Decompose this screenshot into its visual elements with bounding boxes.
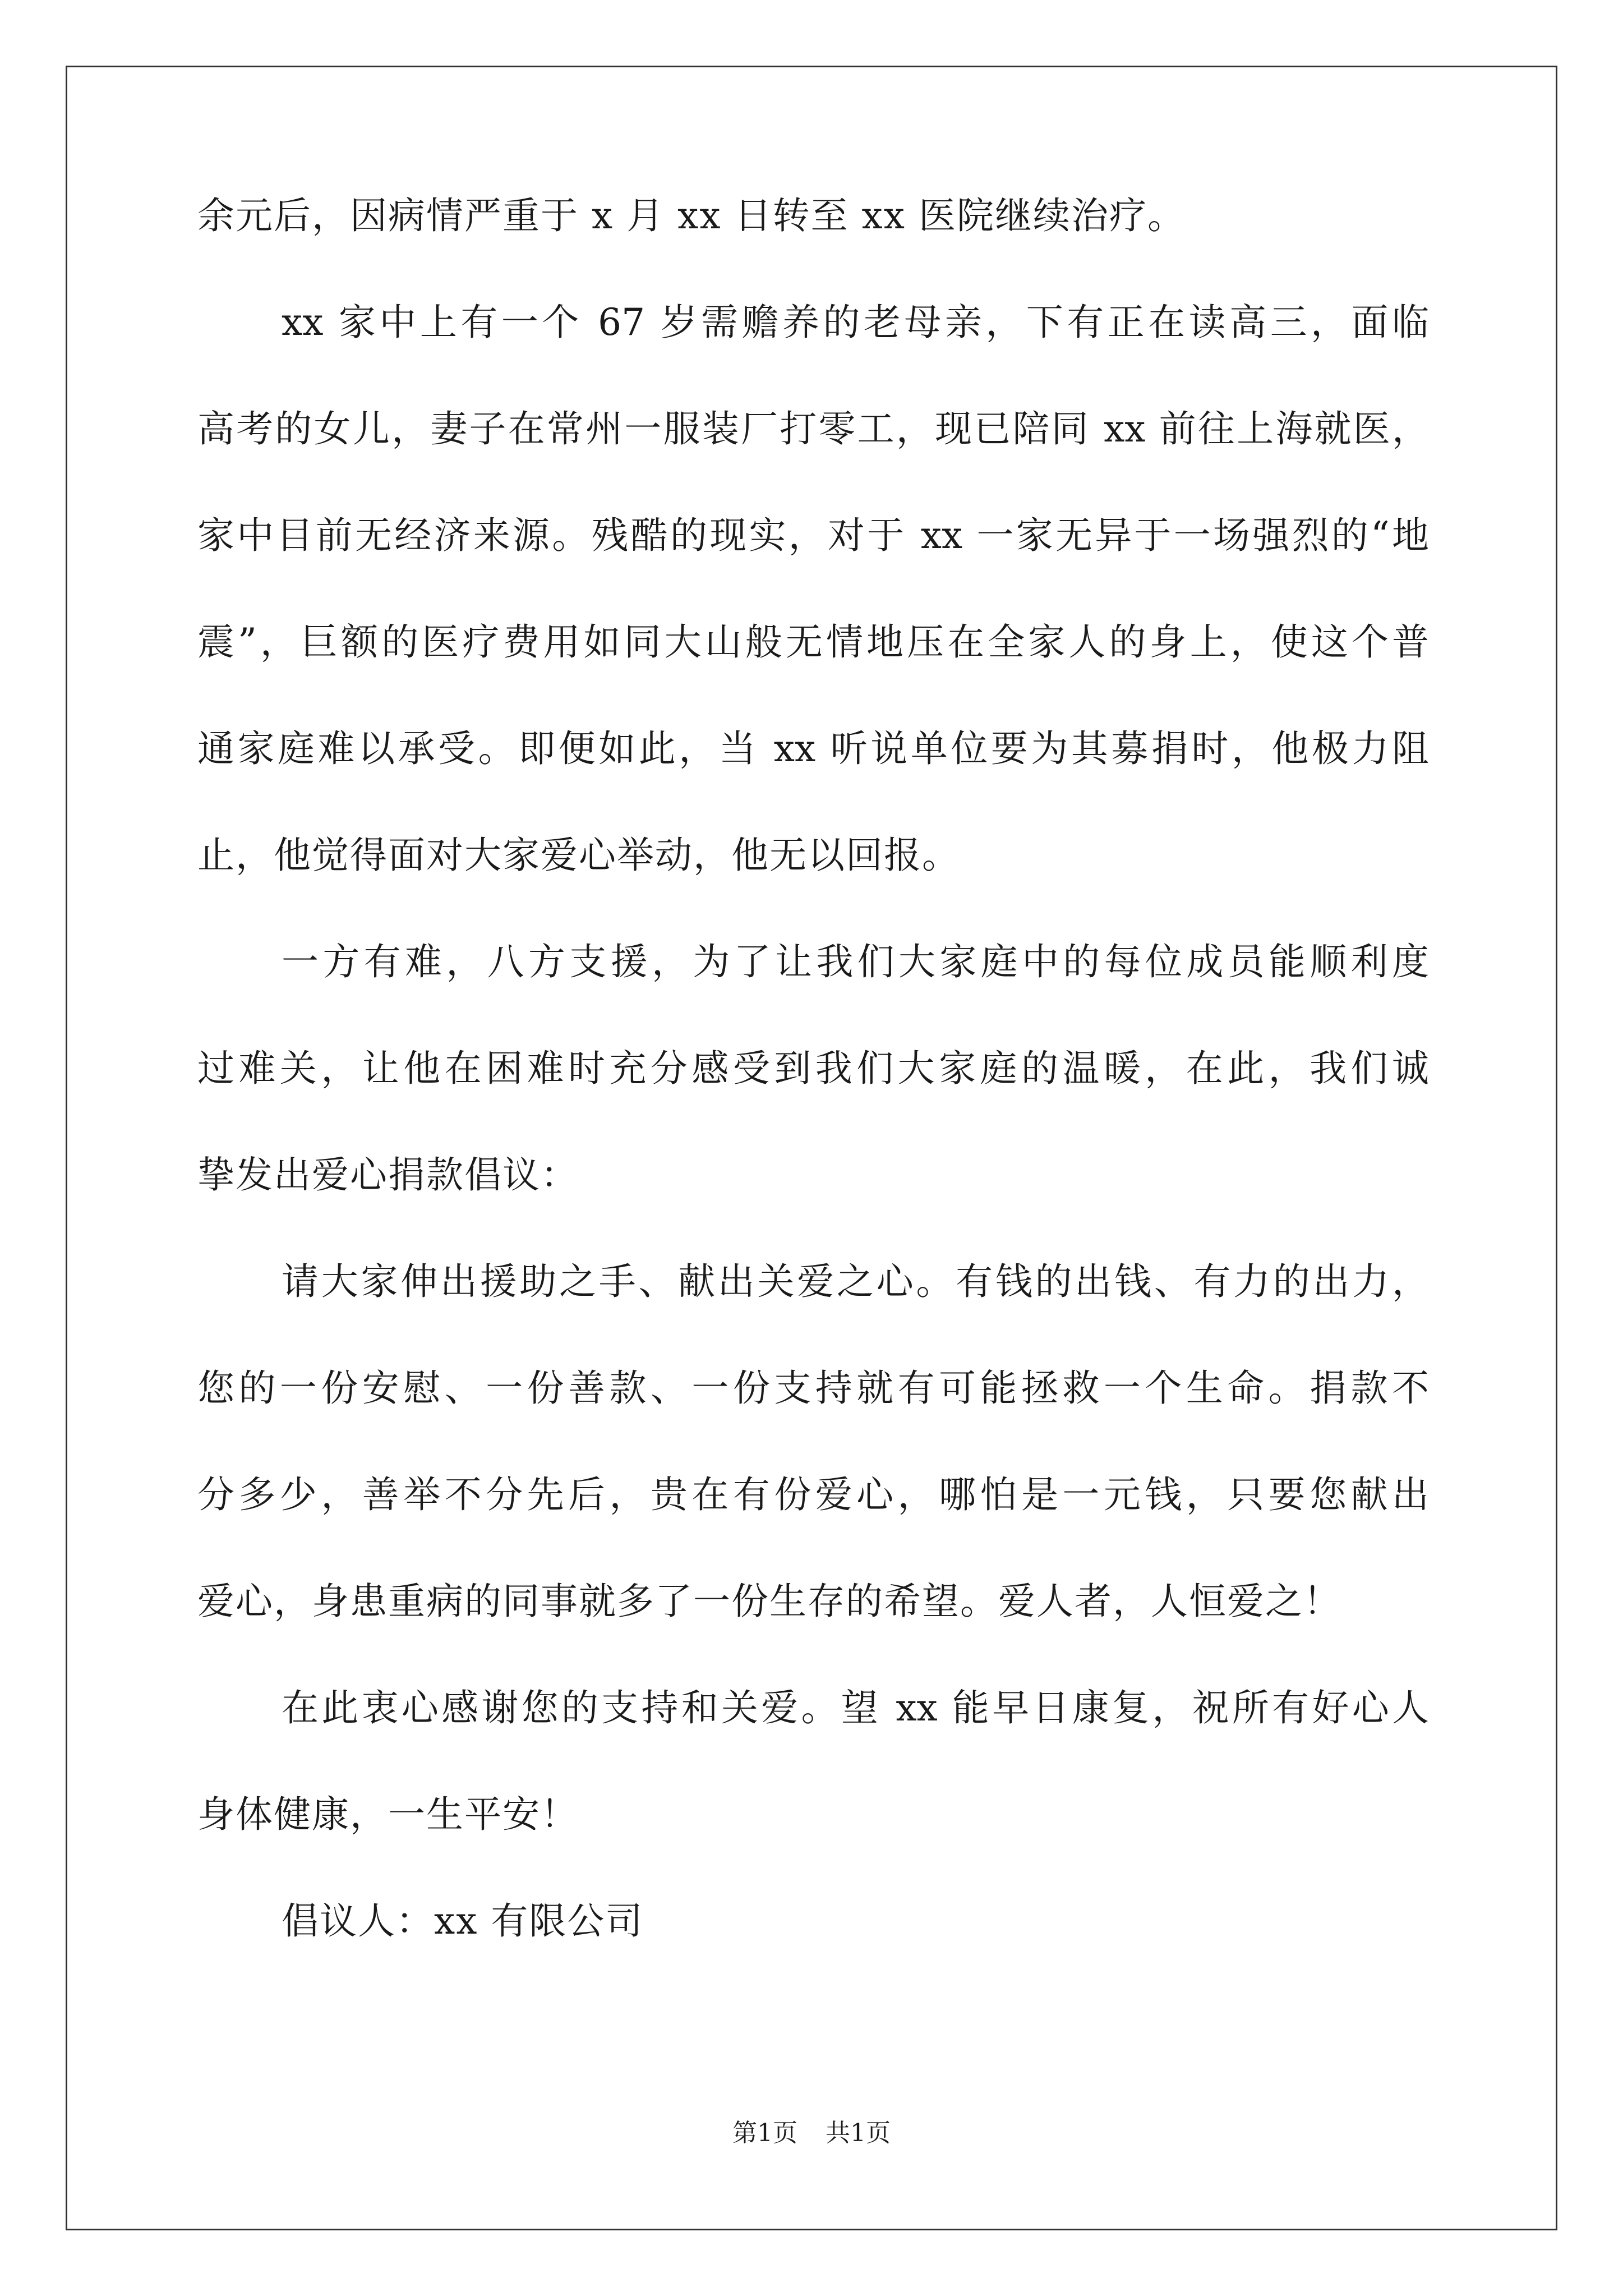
paragraph-line: 身体健康，一生平安！ [197, 1793, 579, 1836]
paragraph-line: 分多少，善举不分先后，贵在有份爱心，哪怕是一元钱，只要您献出 [197, 1473, 1429, 1516]
page-number-current: 第1页 [732, 2119, 797, 2147]
paragraph-line: 止，他觉得面对大家爱心举动，他无以回报。 [197, 834, 960, 877]
paragraph-line: 一方有难，八方支援，为了让我们大家庭中的每位成员能顺利度 [282, 940, 1429, 983]
signature-line: 倡议人：xx 有限公司 [282, 1899, 644, 1943]
paragraph-line: 余元后，因病情严重于 x 月 xx 日转至 xx 医院继续治疗。 [197, 194, 1186, 237]
paragraph-line: 挚发出爱心捐款倡议： [197, 1153, 579, 1197]
paragraph-line: 高考的女儿，妻子在常州一服装厂打零工，现已陪同 xx 前往上海就医， [197, 407, 1429, 450]
page-footer [0, 2118, 1623, 2149]
paragraph-line: 请大家伸出援助之手、献出关爱之心。有钱的出钱、有力的出力， [282, 1260, 1429, 1303]
paragraph-line: 过难关，让他在困难时充分感受到我们大家庭的温暖，在此，我们诚 [197, 1047, 1429, 1090]
paragraph-line: 在此衷心感谢您的支持和关爱。望 xx 能早日康复，祝所有好心人 [282, 1686, 1429, 1729]
paragraph-line: 震”，巨额的医疗费用如同大山般无情地压在全家人的身上，使这个普 [197, 620, 1429, 664]
paragraph-line: 您的一份安慰、一份善款、一份支持就有可能拯救一个生命。捐款不 [197, 1366, 1429, 1410]
paragraph-line: 通家庭难以承受。即便如此，当 xx 听说单位要为其募捐时，他极力阻 [197, 727, 1429, 770]
paragraph-line: 家中目前无经济来源。残酷的现实，对于 xx 一家无异于一场强烈的“地 [197, 514, 1429, 557]
paragraph-line: 爱心，身患重病的同事就多了一份生存的希望。爱人者，人恒爱之！ [197, 1580, 1341, 1623]
page-number-total: 共1页 [826, 2119, 891, 2147]
paragraph-line: xx 家中上有一个 67 岁需赡养的老母亲，下有正在读高三，面临 [282, 301, 1429, 344]
